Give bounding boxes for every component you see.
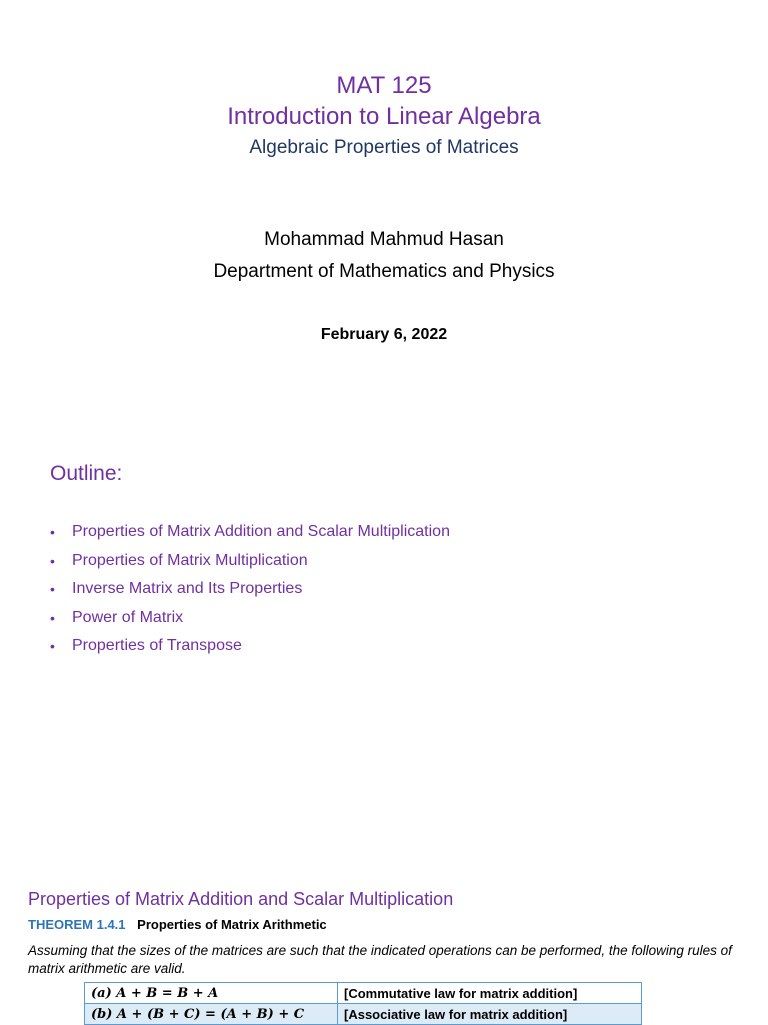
table-row xyxy=(85,1004,642,1025)
theorem-name: Properties of Matrix Arithmetic xyxy=(137,917,327,932)
outline-list xyxy=(50,518,450,661)
table-row xyxy=(85,983,642,1004)
outline-item-label: Power of Matrix xyxy=(72,608,184,626)
properties-slide xyxy=(0,870,768,1024)
outline-item xyxy=(50,632,450,661)
outline-item-label: Properties of Matrix Multiplication xyxy=(72,551,308,569)
outline-heading: Outline: xyxy=(50,462,123,485)
title-slide xyxy=(0,0,768,430)
outline-item xyxy=(50,575,450,604)
section-heading: Properties of Matrix Addition and Scalar Multiplication xyxy=(28,889,454,909)
lecture-date: February 6, 2022 xyxy=(320,326,448,343)
outline-item-label: Properties of Matrix Addition and Scalar Multiplication xyxy=(72,523,450,541)
course-title: Introduction to Linear Algebra xyxy=(227,103,541,130)
course-code: MAT 125 xyxy=(336,72,432,99)
rule-formula: (b) A + (B + C) = (A + B) + C xyxy=(85,1004,338,1025)
rule-law: [Commutative law for matrix addition] xyxy=(338,983,642,1004)
outline-item xyxy=(50,518,450,547)
outline-slide xyxy=(0,430,768,870)
theorem-line xyxy=(28,917,327,932)
theorem-assumption: Assuming that the sizes of the matrices are such that the indicated operations can be performed, the following rules of matrix arithmetic are valid. xyxy=(28,943,732,976)
outline-item xyxy=(50,547,450,576)
theorem-number: THEOREM 1.4.1 xyxy=(28,917,126,932)
rules-table xyxy=(84,982,642,1025)
author-name: Mohammad Mahmud Hasan xyxy=(264,229,504,250)
department-name: Department of Mathematics and Physics xyxy=(213,261,555,282)
rule-law: [Associative law for matrix addition] xyxy=(338,1004,642,1025)
outline-item-label: Properties of Transpose xyxy=(72,637,242,655)
bullet-icon: • xyxy=(50,638,55,655)
bullet-icon: • xyxy=(50,581,55,598)
bullet-icon: • xyxy=(50,524,55,541)
outline-item xyxy=(50,604,450,633)
bullet-icon: • xyxy=(50,552,55,569)
outline-item-label: Inverse Matrix and Its Properties xyxy=(72,580,303,598)
bullet-icon: • xyxy=(50,609,55,626)
rule-formula: (a) A + B = B + A xyxy=(85,983,338,1004)
course-subtitle: Algebraic Properties of Matrices xyxy=(249,137,519,158)
